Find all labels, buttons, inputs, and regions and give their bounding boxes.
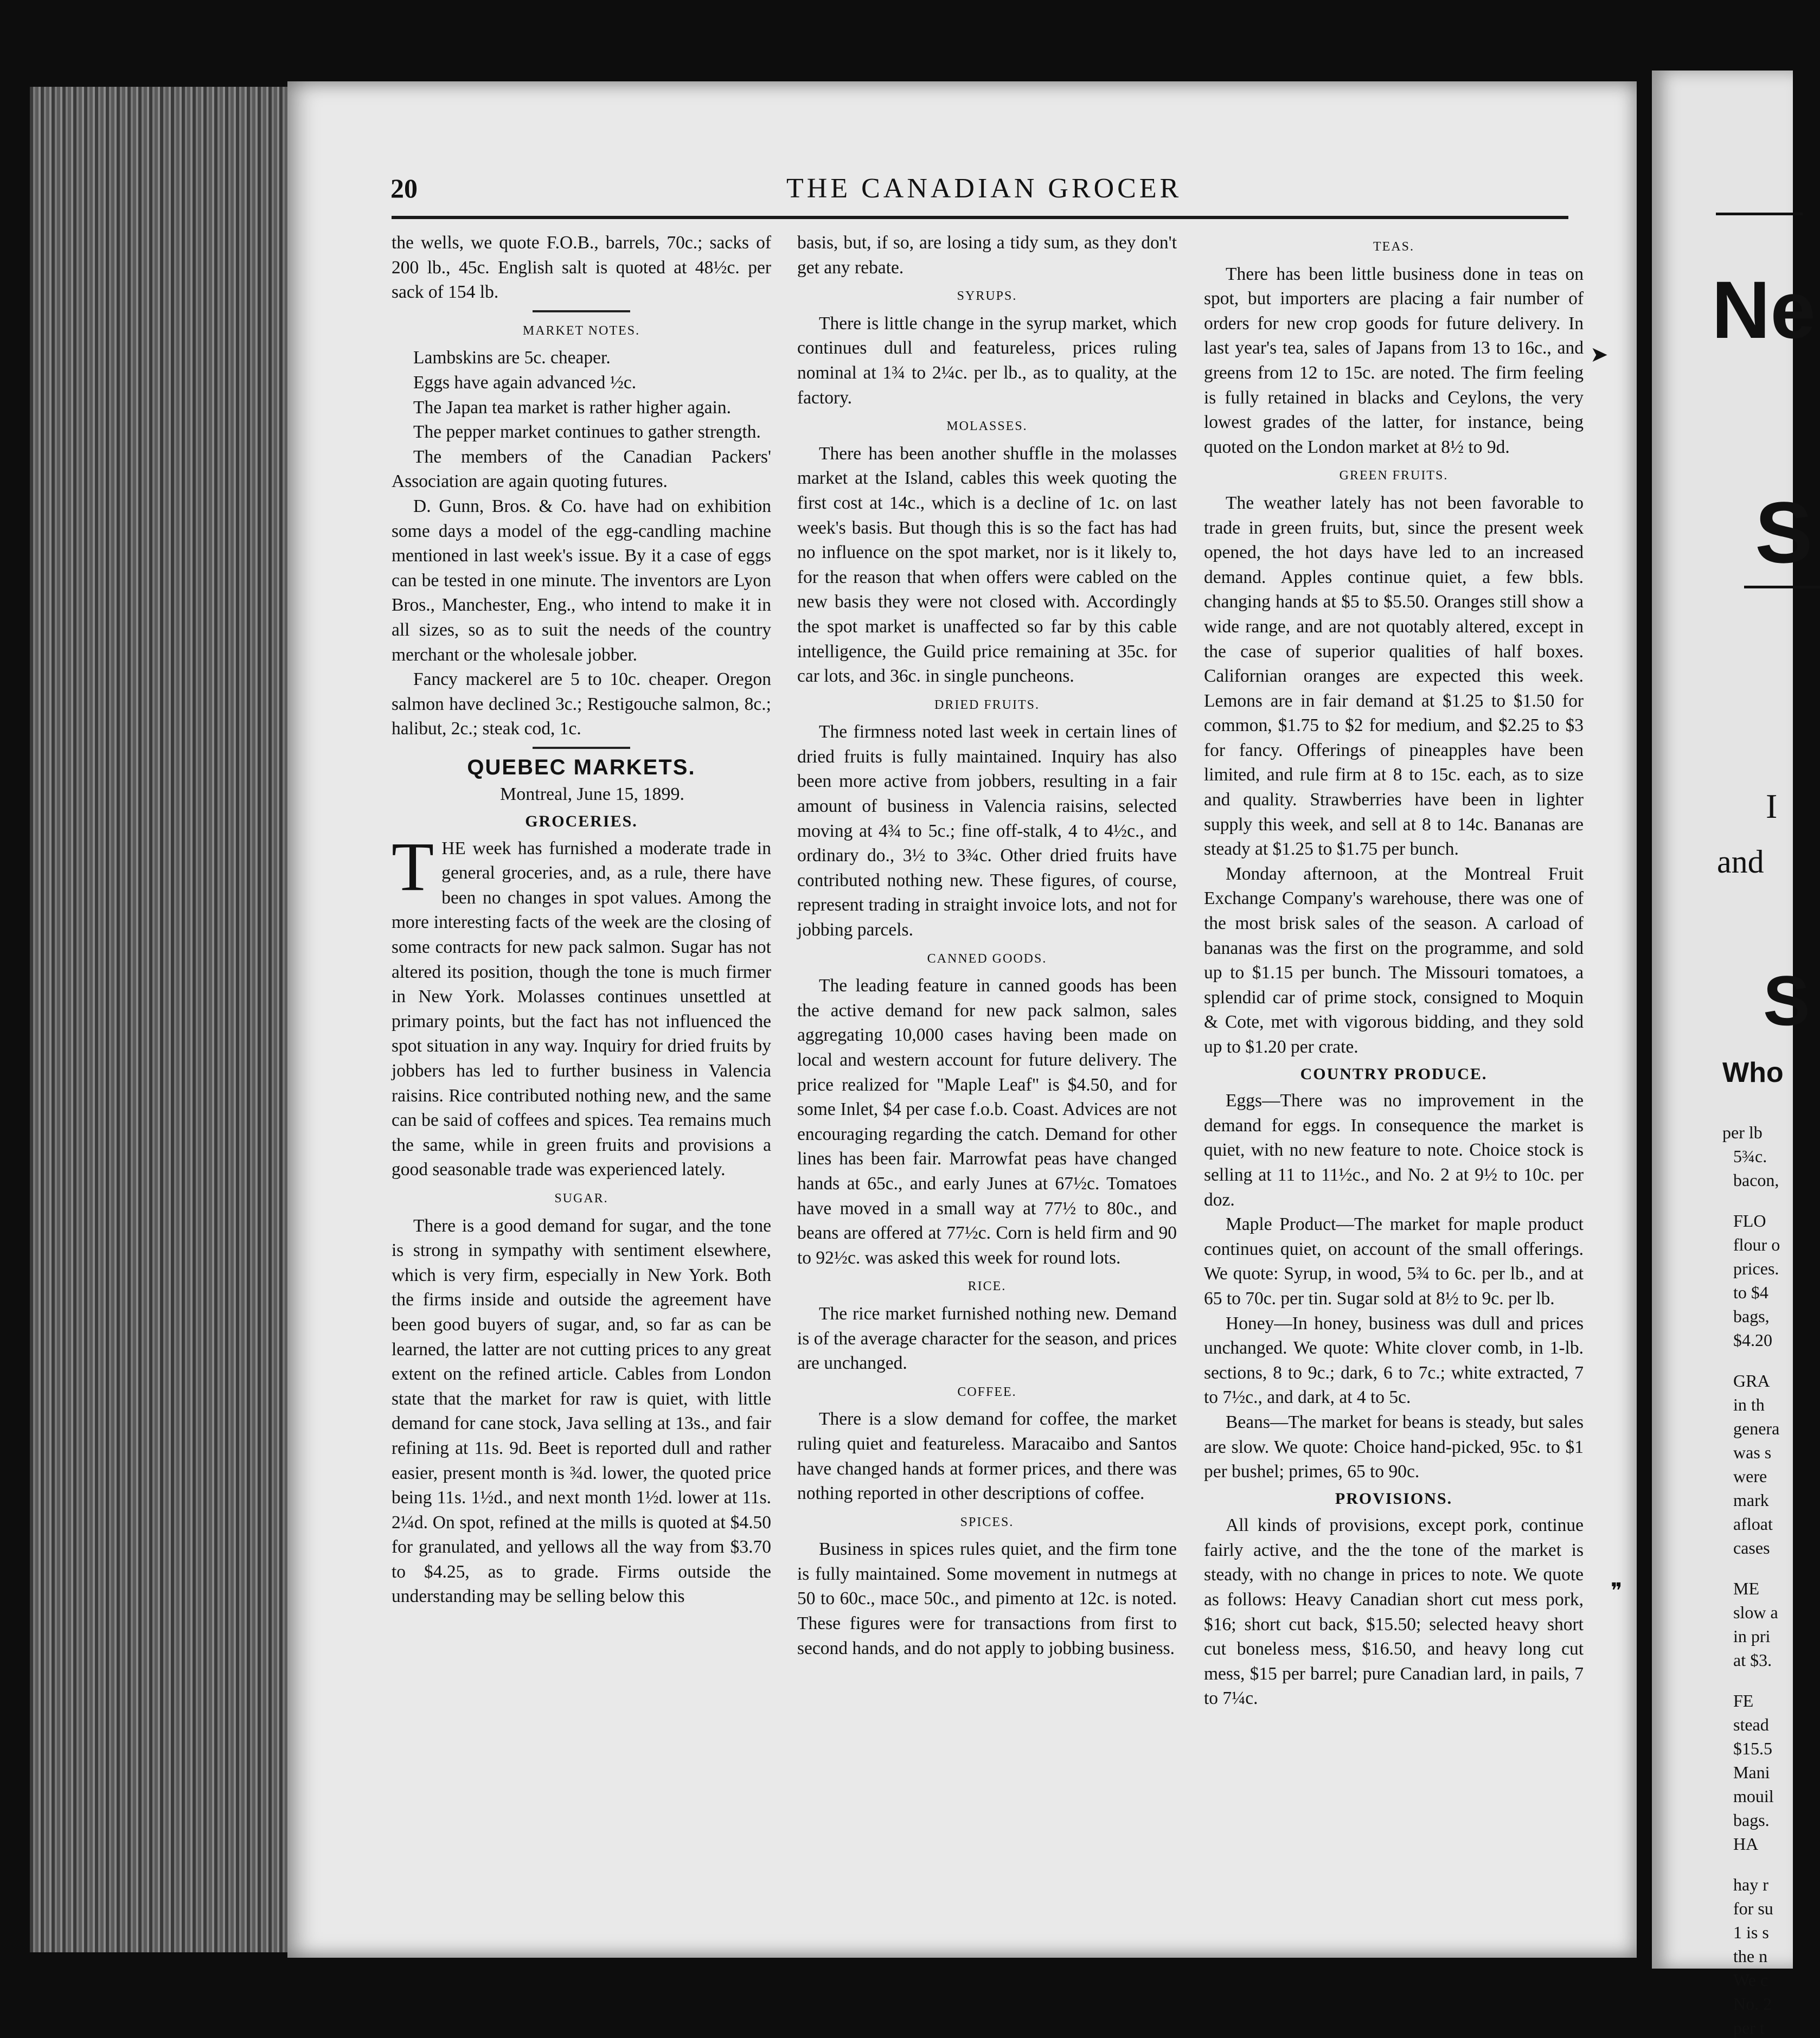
page-header [390,172,1573,205]
teas-heading: TEAS. [1373,240,1414,254]
right-page-fragment [1652,71,1816,2037]
right-page-line: afloat [1733,1514,1773,1534]
header-rule [392,216,1568,219]
right-page-line: to $4 [1733,1283,1768,1302]
basis-paragraph: basis, but, if so, are losing a tidy sum, as they don't get any rebate. [797,233,1177,278]
right-page-big-letter: S [1755,484,1813,581]
right-page-headline: Ne [1712,264,1816,355]
right-page-line: HA [1733,1834,1759,1854]
right-page-line: We c [1733,1970,1768,1990]
teas-paragraph: There has been little business done in teas on spot, but importers are placing a fair number of orders for new crop goods for future delivery. In last year's tea, sales of Japans from 13 to 16c., and greens from 12 to 15c. are noted. The firm feeling is fully retained in blacks and Ceylons, the very lowest grades of the latter, for instance, being quoted on the London market at 8½ to 9d. [1204,264,1584,457]
right-page-line: bacon, [1733,1170,1779,1190]
right-page-line: FLO [1733,1211,1766,1231]
right-page-line: $4.20 [1733,1330,1772,1350]
sugar-paragraph: There is a good demand for sugar, and the tone is strong in sympathy with sentiment elsewhere, which is very firm, especially in New York. Both the firms inside and outside the agreement have been good buyers of sugar, and, so far as can be learned, the latter are not cutting prices to any great extent on the refined article. Cables from London state that the market for raw is quiet, with little demand for cane stock, Java selling at 13s., and fair refining at 11s. 9d. Beet is reported dull and rather easier, present month is ¾d. lower, the quoted price being 11s. 1½d., and next month 1½d. lower at 11s. 2¼d. On spot, refined at the mills is quoted at $4.50 for granulated, and yellows all the way from $3.70 to $4.25, as to grade. Firms outside the understanding may be selling below this [392,1215,771,1607]
spices-paragraph: Business in spices rules quiet, and the firm tone is fully maintained. Some movement in nutmegs at 50 to 60c., mace 50c., and pimento at 12c. is noted. These figures were for transactions from first to second hands, and do not apply to jobbing business. [797,1539,1177,1658]
dateline: Montreal, June 15, 1899. [500,784,684,805]
salt-paragraph: the wells, we quote F.O.B., barrels, 70c.; sacks of 200 lb., 45c. English salt is quoted at 48½c. per sack of 154 lb. [392,233,771,303]
canned-goods-heading: CANNED GOODS. [927,951,1047,966]
green-fruits-heading: GREEN FRUITS. [1339,469,1449,483]
right-page-line: 5¾c. [1733,1146,1767,1166]
margin-mark-2: ❞ [1611,1579,1623,1603]
right-page-line: No. 2 [1733,1994,1772,2014]
beans-paragraph: Beans—The market for beans is steady, but sales are slow. We quote: Choice hand-picked, 95c. to $1 per bushel; primes, 65 to 90c. [1204,1412,1584,1482]
right-page-line: stead [1733,1715,1769,1734]
honey-paragraph: Honey—In honey, business was dull and prices unchanged. We quote: White clover comb, in 1-lb. sections, 8 to 9c.; dark, 6 to 7c.; white extracted, 7 to 7½c., and dark, at 4 to 5c. [1204,1313,1584,1408]
right-page-line: hay r [1733,1875,1768,1894]
quebec-markets-heading: QUEBEC MARKETS. [467,755,696,779]
right-page-line: was s [1733,1443,1772,1462]
column-3 [1204,230,1584,1711]
right-page-letter-i: I [1766,787,1778,825]
margin-mark: ➤ [1590,342,1608,367]
groceries-text: HE week has furnished a moderate trade in general groceries, and, as a rule, there have been no changes in spot values. Among the more interesting facts of the week are the closing of some contracts for new pack salmon. Sugar has not altered its position, though the tone is much firmer in New York. Molasses continues unsettled at primary points, but the fact has not influenced the spot situation in any way. Inquiry for dried fruits by jobbers has led to further business in Valencia raisins. Rice contributed nothing new, and the same can be said of coffees and spices. Tea remains much the same, while in green fruits and provisions a good seasonable trade was experienced lately. [392,838,771,1180]
coffee-heading: COFFEE. [957,1385,1017,1399]
right-page-line: were [1733,1466,1767,1486]
right-page-line: flour o [1733,1235,1780,1254]
right-page-line: prices. [1733,1259,1779,1278]
provisions-heading: PROVISIONS. [1335,1489,1453,1508]
right-page-line: mark [1733,1490,1769,1510]
sugar-heading: SUGAR. [554,1191,608,1206]
rice-heading: RICE. [967,1279,1007,1294]
dried-fruits-paragraph: The firmness noted last week in certain lines of dried fruits is fully maintained. Inquiry has also been more active from jobbers, resulting in a fair amount of business in Valencia raisins, selected moving at 4¾ to 5c.; fine off-stalk, 4 to 4½c., and ordinary do., 3½ to 3¾c. Other dried fruits have contributed nothing new. These figures, of course, represent trading in straight invoice lots, and not for jobbing parcels. [797,722,1177,940]
right-page-line: for su [1733,1899,1773,1918]
right-page-line: $15.5 [1733,1739,1772,1758]
right-page-line: GRA [1733,1371,1770,1390]
green-fruits-paragraph: The weather lately has not been favorable to trade in green fruits, but, since the present week opened, the hot days have led to an increased demand. Apples continue quiet, a few bbls. changing hands at $5 to $5.50. Oranges still show a wide range, and are not quotably altered, except in the case of superior qualities of half boxes. Californian oranges are expected this week. Lemons are in fair demand at $1.25 to $1.50 for common, $1.75 to $2 for medium, and $2.25 to $3 for fancy. Offerings of pineapples have been limited, and rule firm at 8 to 15c. each, as to size and quality. Strawberries have been in lighter supply this week, and sell at 8 to 14c. Bananas are steady at $1.25 to $1.75 per bunch. [1204,492,1584,860]
publication-title: THE CANADIAN GROCER [786,173,1182,204]
fruit-exchange-paragraph: Monday afternoon, at the Montreal Fruit Exchange Company's warehouse, there was one of the most brisk sales of the season. A carload of bananas was the first on the programme, and sold up to $1.15 per bunch. The Missouri tomatoes, a splendid car of prime stock, consigned to Moquin & Cote, met with vigorous bidding, and they sold up to $1.20 per crate. [1204,863,1584,1057]
section-divider [533,310,630,312]
coffee-paragraph: There is a slow demand for coffee, the market ruling quiet and featureless. Maracaibo and Santos have changed hands at former prices, and there was nothing reported in other descriptions of coffee. [797,1409,1177,1504]
note-item: D. Gunn, Bros. & Co. have had on exhibition some days a model of the egg-candling machine mentioned in last week's issue. By it a case of eggs can be tested in one minute. The inventors are Lyon Bros., Manchester, Eng., who intend to make it in all sizes, so as to suit the needs of the country merchant or the wholesale jobber. [392,496,771,665]
right-page-line: genera [1733,1419,1780,1438]
maple-product-paragraph: Maple Product—The market for maple product continues quiet, on account of the small offerings. We quote: Syrup, in wood, 5¾ to 6c. per lb., and at 65 to 70c. per tin. Sugar sold at 8½ to 9c. per lb. [1204,1214,1584,1309]
syrups-heading: SYRUPS. [957,289,1017,304]
spices-heading: SPICES. [960,1515,1014,1529]
right-page-rule [1716,213,1803,215]
note-item: The members of the Canadian Packers' Association are again quoting futures. [392,446,771,492]
right-page-rule-2 [1744,586,1820,588]
note-item: Lambskins are 5c. cheaper. [413,348,611,368]
column-2 [797,230,1177,1661]
book-page-edges [30,87,293,1952]
syrups-paragraph: There is little change in the syrup market, which continues dull and featureless, prices ruling nominal at 1¾ to 2¼c. per lb., as to quality, at the factory. [797,313,1177,408]
dried-fruits-heading: DRIED FRUITS. [934,697,1040,712]
note-item: Eggs have again advanced ½c. [413,372,637,393]
right-page-line: the n [1733,1946,1768,1966]
right-page-line: in pri [1733,1626,1771,1646]
rice-paragraph: The rice market furnished nothing new. Demand is of the average character for the season, and prices are unchanged. [797,1303,1177,1374]
molasses-paragraph: There has been another shuffle in the molasses market at the Island, cables this week quoting the first cost at 14c., which is a decline of 1c. on last week's basis. But though this is so the fact has had no influence on the spot market, nor is it likely to, for the reason that when offers were cabled on the new basis they were not closed with. Accordingly the spot market is unaffected so far by this cable intelligence, the Guild price remaining at 35c. for car lots, and 36c. in single puncheons. [797,443,1177,687]
right-page-subhead: Who [1722,1057,1784,1088]
drop-cap: T [392,828,434,905]
right-page-line: ME [1733,1579,1759,1598]
right-page-line: per t [1733,2018,1765,2037]
page-number: 20 [390,173,418,203]
market-notes-heading: MARKET NOTES. [522,323,640,338]
provisions-paragraph: All kinds of provisions, except pork, continue fairly active, and the the tone of the market is steady, with no change in prices to note. We quote as follows: Heavy Canadian short cut mess pork, $16; short cut back, $15.50; selected heavy short cut boneless mess, $16.50, and heavy long cut mess, $15 per barrel; pure Canadian lard, in pails, 7 to 7¼c. [1204,1515,1584,1709]
right-page-and: and [1717,844,1764,880]
right-page-line: 1 is s [1733,1922,1769,1942]
right-page-line: bags, [1733,1306,1770,1326]
country-produce-heading: COUNTRY PRODUCE. [1300,1065,1488,1083]
molasses-heading: MOLASSES. [946,419,1028,434]
right-page-line: cases [1733,1538,1770,1558]
note-item: The Japan tea market is rather higher again. [413,397,731,418]
right-page-big-letter-2: S [1763,961,1810,1040]
right-page-line: slow a [1733,1603,1778,1622]
eggs-paragraph: Eggs—There was no improvement in the demand for eggs. In consequence the market is quiet, with no new feature to note. Choice stock is selling at 11 to 11½c., and No. 2 at 9½ to 10c. per doz. [1204,1091,1584,1210]
right-page-line: in th [1733,1395,1765,1414]
note-item: The pepper market continues to gather strength. [413,422,761,443]
right-page-line: bags. [1733,1810,1770,1830]
right-page-line: per lb [1722,1123,1763,1142]
right-page-line: FE [1733,1691,1754,1710]
section-divider [533,747,630,749]
groceries-heading: GROCERIES. [525,812,638,831]
right-page-line: mouil [1733,1786,1774,1806]
canned-goods-paragraph: The leading feature in canned goods has been the active demand for new pack salmon, sales aggregating 10,000 cases having been made on local and western account for future delivery. The price realized for "Maple Leaf" is $4.50, and for some Inlet, $4 per case f.o.b. Coast. Advices are not encouraging regarding the catch. Demand for other lines has been fair. Marrowfat peas have changed hands at 65c., and early Junes at 67½c. Tomatoes have moved in a small way at 77½ to 80c., and beans are offered at 77½c. Corn is held firm and 90 to 92½c. was asked this week for round lots. [797,976,1177,1268]
groceries-paragraph [392,828,771,1182]
note-item: Fancy mackerel are 5 to 10c. cheaper. Oregon salmon have declined 3c.; Restigouche salmon, 8c.; halibut, 2c.; steak cod, 1c. [392,669,771,739]
column-1 [392,230,771,1609]
right-page-line: Mani [1733,1763,1770,1782]
right-page-line: at $3. [1733,1650,1772,1670]
